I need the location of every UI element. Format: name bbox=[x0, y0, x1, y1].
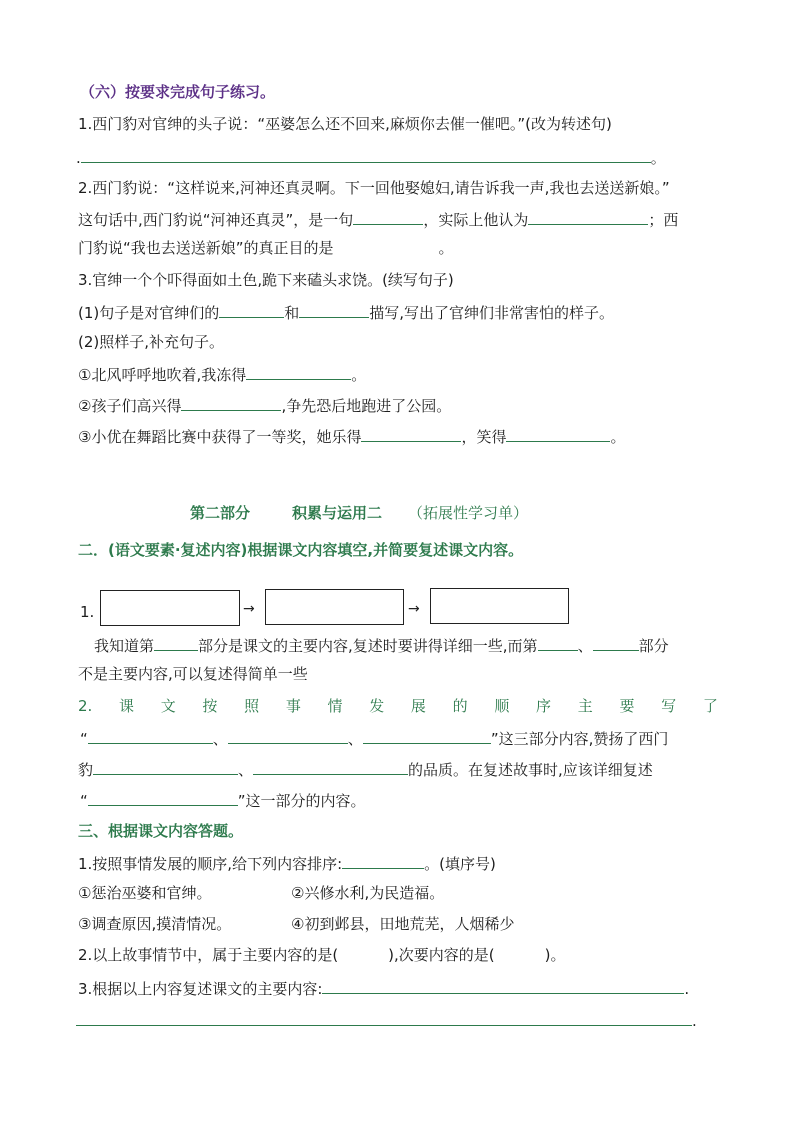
s3-q3: 3.根据以上内容复述课文的主要内容: . bbox=[78, 977, 689, 997]
part2-note: （拓展性学习单） bbox=[408, 504, 529, 522]
s2-para-line-2: 不是主要内容,可以复述得简单一些 bbox=[78, 665, 308, 683]
s2-q2-line-3: 豹 、 的品质。在复述故事时,应该详细复述 bbox=[78, 758, 653, 778]
s3-q3-blank-2[interactable] bbox=[76, 1009, 692, 1026]
s3-option-1: ①惩治巫婆和官绅。 bbox=[78, 884, 212, 902]
q2-line-2: 这句话中,西门豹说“河神还真灵”，是一句 ，实际上他认为 ；西 bbox=[78, 208, 678, 228]
s2-blank-main[interactable] bbox=[154, 634, 198, 651]
example-2: ②孩子们高兴得 ,争先恐后地跑进了公园。 bbox=[78, 394, 451, 414]
q1-prompt: 1.西门豹对官绅的头子说：“巫婆怎么还不回来,麻烦你去催一催吧。”(改为转述句) bbox=[78, 115, 612, 133]
q2-line-1: 2.西门豹说：“这样说来,河神还真灵啊。下一回他娶媳妇,请告诉我一声,我也去送送新娘。” bbox=[78, 179, 670, 197]
s3-q1-blank[interactable] bbox=[342, 852, 424, 869]
s2-q2-blank-3[interactable] bbox=[363, 727, 491, 744]
s3-option-3: ③调查原因,摸清情况。 bbox=[78, 915, 232, 933]
example-2-blank[interactable] bbox=[181, 394, 281, 411]
s2-q2-line-2: “ 、 、 ”这三部分内容,赞扬了西门 bbox=[80, 727, 668, 747]
s2-q2-line-1: 2. 课 文 按 照 事 情 发 展 的 顺 序 主 要 写 了 bbox=[78, 697, 718, 715]
q1-answer-line: . 。 bbox=[76, 146, 666, 166]
arrow-icon: → bbox=[408, 601, 420, 617]
section-3-title: 三、根据课文内容答题。 bbox=[78, 822, 244, 840]
q3-sub1-blank-2[interactable] bbox=[299, 301, 369, 318]
s2-q2-line-4: “ ”这一部分的内容。 bbox=[80, 789, 366, 809]
flow-box-2[interactable] bbox=[265, 589, 404, 625]
q2-line-3: 门豹说“我也去送送新娘”的真正目的是 。 bbox=[78, 239, 454, 257]
q2-blank-1[interactable] bbox=[353, 208, 423, 225]
example-1: ①北风呼呼地吹着,我冻得 。 bbox=[78, 363, 366, 383]
s3-option-2: ②兴修水利,为民造福。 bbox=[291, 884, 445, 902]
part2-title: 第二部分 bbox=[190, 504, 251, 522]
flow-box-3[interactable] bbox=[430, 588, 569, 624]
s2-q2-blank-1[interactable] bbox=[88, 727, 213, 744]
s3-q1: 1.按照事情发展的顺序,给下列内容排序: 。(填序号) bbox=[78, 852, 496, 872]
section-2-title: 二．(语文要素·复述内容)根据课文内容填空,并简要复述课文内容。 bbox=[78, 541, 524, 559]
part2-subtitle: 积累与运用二 bbox=[292, 504, 383, 522]
arrow-icon: → bbox=[243, 601, 255, 617]
q2-blank-2[interactable] bbox=[528, 208, 648, 225]
s3-q3-blank-1[interactable] bbox=[322, 977, 684, 994]
q3-sub2: (2)照样子,补充句子。 bbox=[78, 333, 225, 351]
s2-q1-label: 1. bbox=[80, 603, 95, 621]
example-1-blank[interactable] bbox=[246, 363, 351, 380]
s2-para-line-1: 我知道第 部分是课文的主要内容,复述时要讲得详细一些,而第 、 部分 bbox=[94, 634, 669, 654]
q3-prompt: 3.官绅一个个吓得面如土色,跪下来磕头求饶。(续写句子) bbox=[78, 271, 454, 289]
q1-blank[interactable] bbox=[81, 146, 651, 163]
example-3-blank-2[interactable] bbox=[506, 425, 610, 442]
q3-sub1: (1)句子是对官绅们的 和 描写,写出了官绅们非常害怕的样子。 bbox=[78, 301, 614, 321]
s2-q2-blank-2[interactable] bbox=[228, 727, 348, 744]
s2-q2-blank-4[interactable] bbox=[93, 758, 238, 775]
s2-blank-minor-1[interactable] bbox=[538, 634, 578, 651]
q3-sub1-blank-1[interactable] bbox=[219, 301, 284, 318]
s2-q2-blank-5[interactable] bbox=[253, 758, 408, 775]
s3-option-4: ④初到邺县，田地荒芜，人烟稀少 bbox=[291, 915, 515, 933]
s2-blank-minor-2[interactable] bbox=[593, 634, 639, 651]
s3-q2: 2.以上故事情节中，属于主要内容的是( ),次要内容的是( )。 bbox=[78, 946, 566, 964]
s3-q3-line-2: . bbox=[76, 1009, 697, 1029]
example-3: ③小优在舞蹈比赛中获得了一等奖，她乐得 ，笑得 。 bbox=[78, 425, 625, 445]
s2-q2-blank-6[interactable] bbox=[88, 789, 238, 806]
flow-box-1[interactable] bbox=[100, 590, 240, 626]
example-3-blank-1[interactable] bbox=[361, 425, 461, 442]
section-6-title: （六）按要求完成句子练习。 bbox=[80, 83, 276, 101]
